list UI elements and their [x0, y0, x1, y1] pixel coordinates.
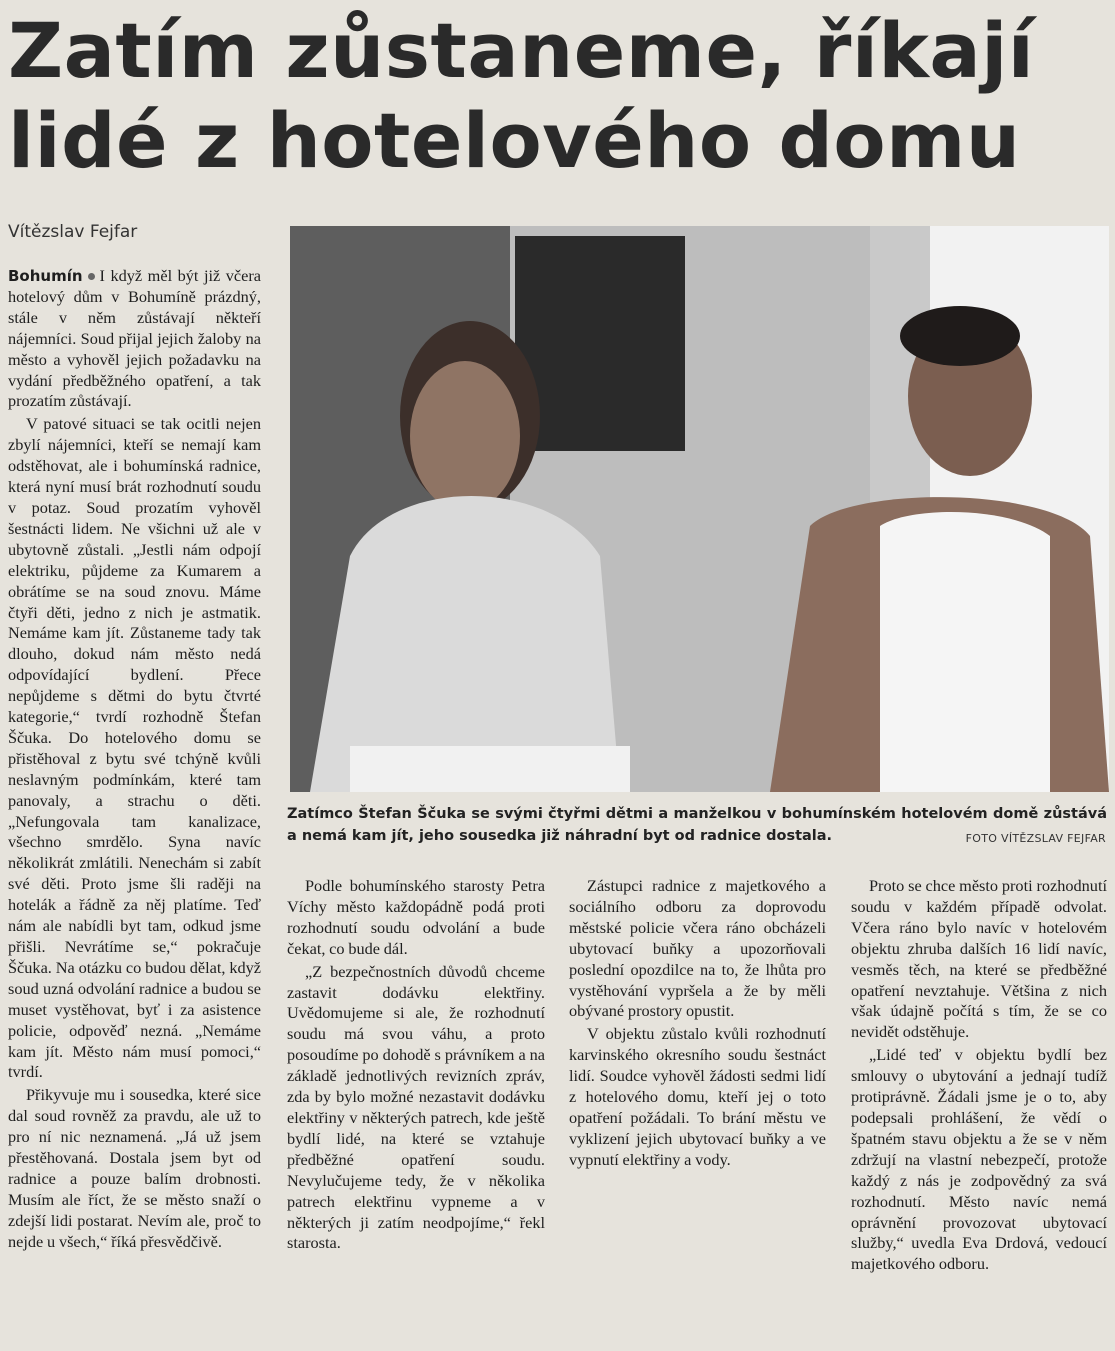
- column-4: [851, 876, 1107, 1346]
- paragraph-7: V objektu zůstalo kvůli rozhodnutí karvinského okresního soudu šestnáct lidí. Soudce vyhověl žádosti sedmi lidí z hotelového domu, kteří jej o toto opatření požádali. To brání městu ve vyklizení jejich ubytovací buňky a ve vypnutí elektřiny a vody.: [569, 1024, 826, 1169]
- photo-credit: FOTO VÍTĚZSLAV FEJFAR: [965, 832, 1106, 845]
- paragraph-4: Podle bohumínského starosty Petra Víchy město každopádně podá proti rozhodnutí soudu odvolání a bude čekat, co bude dál.: [287, 876, 545, 958]
- column-1: [8, 266, 261, 1346]
- paragraph-5: „Z bezpečnostních důvodů chceme zastavit dodávku elektřiny. Uvědomujeme si ale, že rozhodnutí soudu má svou váhu, a proto posoudíme po dohodě s právníkem a na základě jednotlivých revizních zpráv, zda by bylo možné nezastavit dodávku elektřiny v některých patrech, kde ještě bydlí lidé, na které se vztahuje předběžné opatření soudu. Nevylučujeme tedy, že v několika patrech elektřinu vypneme a v některých ji zatím neodpojíme,“ řekl starosta.: [287, 961, 545, 1253]
- paragraph-9: „Lidé teď v objektu bydlí bez smlouvy o ubytování a jednají tudíž protiprávně. Žádali jsme je o to, aby podepsali prohlášení, že vědí o špatném stavu objektu a že se v něm zdržují na vlastní nebezpečí, protože každý z nás je zodpovědný za svá rozhodnutí. Město navíc nemá oprávnění provozovat ubytovací služby,“ uvedla Eva Drdová, vedoucí majetkového odboru.: [851, 1045, 1107, 1274]
- lead-paragraph: [8, 266, 261, 412]
- column-3: [569, 876, 826, 1346]
- paragraph-2: V patové situaci se tak ocitli nejen zbylí nájemníci, kteří se nemají kam odstěhovat, ale i bohumínská radnice, která nyní musí brát rozhodnutí soudu v potaz. Soud prozatím vyhověl šestnácti lidem. Ne všichni už ale v ubytovně zůstali. „Jestli nám odpojí elektriku, půjdeme za Kumarem a obrátíme se na soud znovu. Máme čtyři děti, jedno z nich je astmatik. Nemáme kam jít. Zůstaneme tady tak dlouho, dokud nám město nedá odpovídající bydlení. Přece nepůjdeme s dětmi do bytu čtvrté kategorie,“ tvrdí rozhodně Štefan Ščuka. Do hotelového domu se přistěhoval z bytu své tchýně kvůli neslavným podmínkám, které tam panovaly, a strachu o děti. „Nefungovala tam kanalizace, všechno smrdělo. Syna navíc několikrát zmlátili. Nenechám si zabít své děti. Proto jsme šli raději na hotelák a řádně za něj platíme. Teď nám ale nabídli byt tam, odkud jsme přišli. Nevrátíme se,“ pokračuje Ščuka. Na otázku co budou dělat, když soud uzná odvolání radnice a budou se muset vystěhovat, byť i za asistence policie, odpověď nezná. „Nemáme kam jít. Město nám musí pomoci,“ tvrdí.: [8, 414, 261, 1082]
- column-2: [287, 876, 545, 1346]
- article-photo: [290, 226, 1109, 792]
- dateline: Bohumín: [8, 267, 83, 285]
- bullet-icon: [88, 273, 95, 280]
- lead-text: I když měl být již včera hotelový dům v Bohumíně prázdný, stále v něm zůstávají někteří nájemníci. Soud přijal jejich žaloby na město a vyhověl jejich požadavku na vydání předběžného opatření, a tak prozatím zůstávají.: [8, 266, 261, 411]
- paragraph-3: Přikyvuje mu i sousedka, které sice dal soud rovněž za pravdu, ale už to pro ní nic neznamená. „Já už jsem přestěhovaná. Dostala jsem byt od radnice a pouze balím drobnosti. Musím ale říct, že se město snaží o zdejší lidi postarat. Nevím ale, proč to nejde u všech,“ říká přesvědčivě.: [8, 1085, 261, 1251]
- paragraph-6: Zástupci radnice z majetkového a sociálního odboru za doprovodu městské policie včera ráno obcházeli ubytovací buňky a upozorňovali poslední opozdilce na to, že lhůta pro vystěhování vypršela a že by měli obývané prostory opustit.: [569, 876, 826, 1021]
- photo-caption: Zatímco Štefan Ščuka se svými čtyřmi dětmi a manželkou v bohumínském hotelovém domě zůstává a nemá kam jít, jeho sousedka již náhradní byt od radnice dostala.: [287, 806, 1107, 844]
- headline-line-2: lidé z hotelového domu: [8, 96, 1021, 185]
- photo-illustration: [290, 226, 1109, 792]
- headline: [8, 6, 1108, 186]
- headline-line-1: Zatím zůstaneme, říkají: [8, 6, 1035, 95]
- paragraph-8: Proto se chce město proti rozhodnutí soudu v každém případě odvolat. Včera ráno bylo navíc v hotelovém objektu zhruba dalších 16 lidí navíc, vesměs těch, na které se předběžné opatření nevztahuje. Většina z nich však údajně počítá s tím, že se co nevidět odstěhuje.: [851, 876, 1107, 1042]
- byline: Vítězslav Fejfar: [8, 222, 138, 242]
